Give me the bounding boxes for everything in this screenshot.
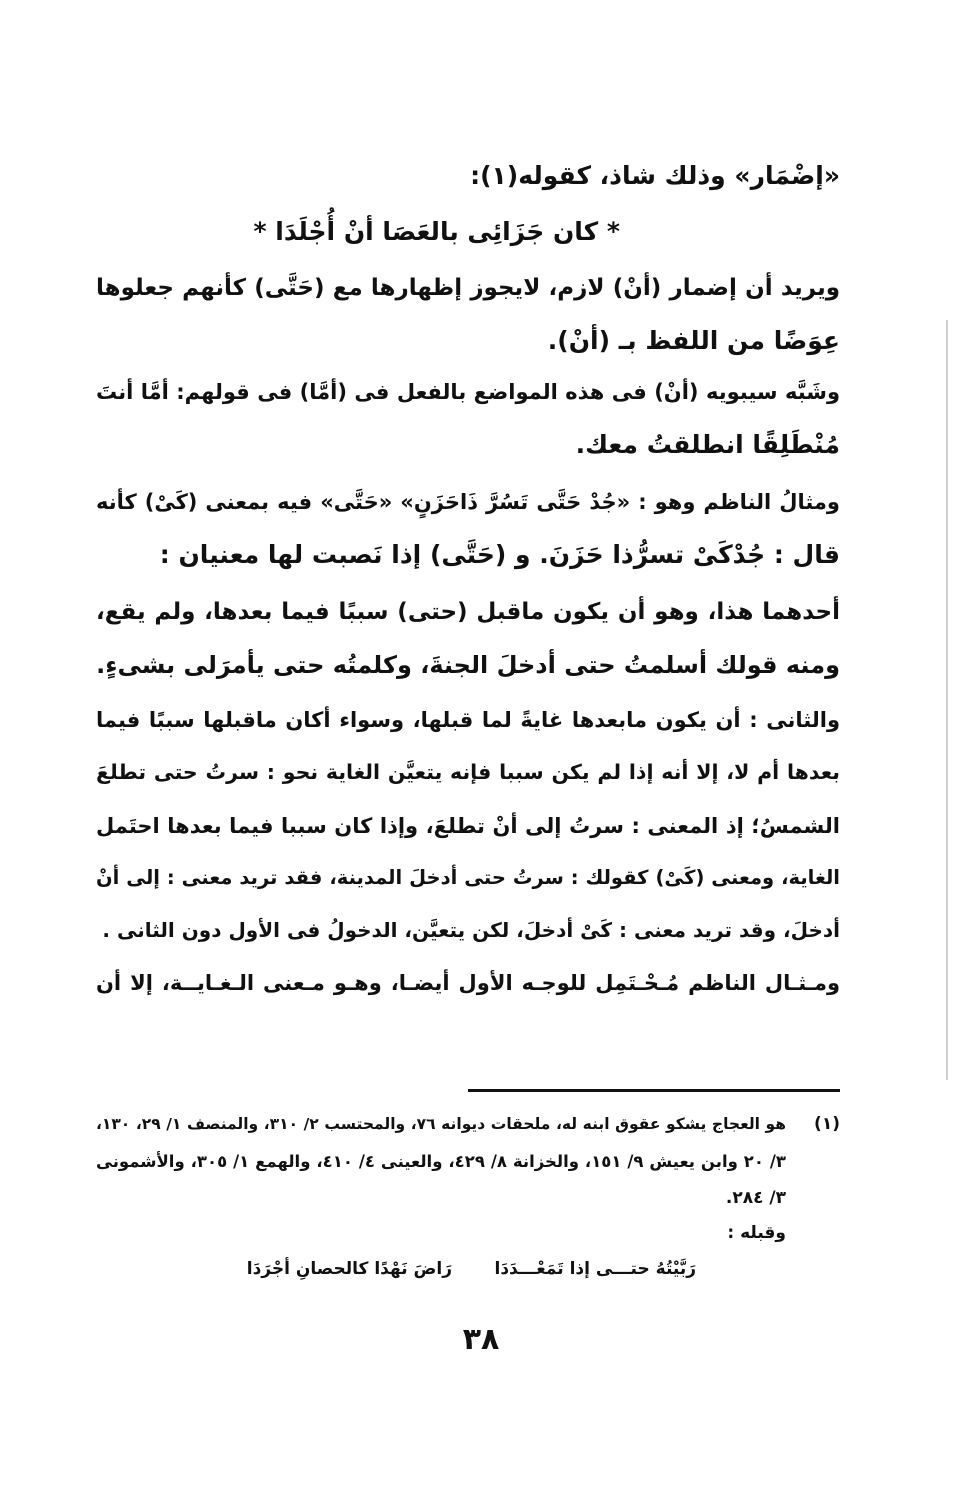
body-line: أحدهما هذا، وهو أن يكون ماقبل (حتى) سببًا فيما بعدها، ولم يقع،	[96, 599, 840, 625]
footnote-verse-second-hemistich: رَاضَ نَهْدًا كالحصانِ أجْرَدَا	[246, 1259, 452, 1279]
body-line: ومثالُ الناظم وهو : «جُدْ حَتَّى تَسُرَّ ذَاحَزَنٍ» «حَتَّى» فيه بمعنى (كَىْ) كأنه	[96, 490, 840, 514]
body-line: والثانى : أن يكون مابعدها غايةً لما قبلها، وسواء أكان ماقبلها سببًا فيما	[96, 708, 840, 732]
footnote-number: (١)	[814, 1114, 840, 1134]
body-line: ويريد أن إضمار (أنْ) لازم، لايجوز إظهارها مع (حَتَّى) كأنهم جعلوها	[96, 275, 840, 301]
body-line: «إضْمَار» وذلك شاذ، كقوله(١):	[470, 161, 840, 190]
footnote-verse-first-hemistich: رَبَّيْتُهُ حتـــى إذا تَمَعْـــدَدَا	[494, 1259, 696, 1279]
body-line: ومـثـال الناظم مُـحْـتَمِل للوجـه الأول أيضـا، وهـو مـعنى الـغـايــة، إلا أن	[96, 971, 840, 995]
footnote-line: ٣/ ٢٨٤.	[725, 1188, 786, 1208]
footnote-line: ٣/ ٢٠ وابن يعيش ٩/ ١٥١، والخزانة ٨/ ٤٢٩، والعينى ٤/ ٤١٠، والهمع ١/ ٣٠٥، والأشمونى	[96, 1152, 786, 1171]
scan-edge-mark	[946, 320, 948, 1080]
body-line: أدخلَ، وقد تريد معنى : كَىْ أدخلَ، لكن يتعيَّن، الدخولُ فى الأول دون الثانى .	[102, 918, 840, 942]
body-line: الشمسُ؛ إذ المعنى : سرتُ إلى أنْ تطلعَ، وإذا كان سببا فيما بعدها احتَمل	[96, 814, 840, 838]
body-line: ومنه قولك أسلمتُ حتى أدخلَ الجنةَ، وكلمتُه حتى يأمرَلى بشىءٍ.	[96, 651, 840, 679]
body-line: الغاية، ومعنى (كَىْ) كقولك : سرتُ حتى أدخلَ المدينة، فقد تريد معنى : إلى أنْ	[96, 866, 840, 889]
body-line: بعدها أم لا، إلا أنه إذا لم يكن سببا فإنه يتعيَّن الغاية نحو : سرتُ حتى تطلعَ	[96, 760, 840, 784]
verse-line: * كان جَزَائِى بالعَصَا أنْ أُجْلَدَا *	[253, 217, 620, 246]
page-number: ٣٨	[462, 1322, 500, 1357]
body-line: وشَبَّه سيبويه (أنْ) فى هذه المواضع بالفعل فى (أمَّا) فى قولهم: أمَّا أنتَ	[96, 380, 840, 404]
footnote-separator	[468, 1089, 840, 1092]
body-line: مُنْطَلِقًا انطلقتُ معك.	[575, 430, 840, 459]
footnote-line: وقبله :	[727, 1223, 786, 1243]
footnote-line: هو العجاج يشكو عقوق ابنه له، ملحقات ديوانه ٧٦، والمحتسب ٢/ ٣١٠، والمنصف ١/ ٢٩، ١٣٠،	[96, 1115, 786, 1133]
body-line: قال : جُدْكَىْ تسرُّذا حَزَنَ. و (حَتَّى) إذا نَصبت لها معنيان :	[159, 540, 840, 569]
body-line: عِوَضًا من اللفظ بـ (أنْ).	[547, 326, 840, 355]
